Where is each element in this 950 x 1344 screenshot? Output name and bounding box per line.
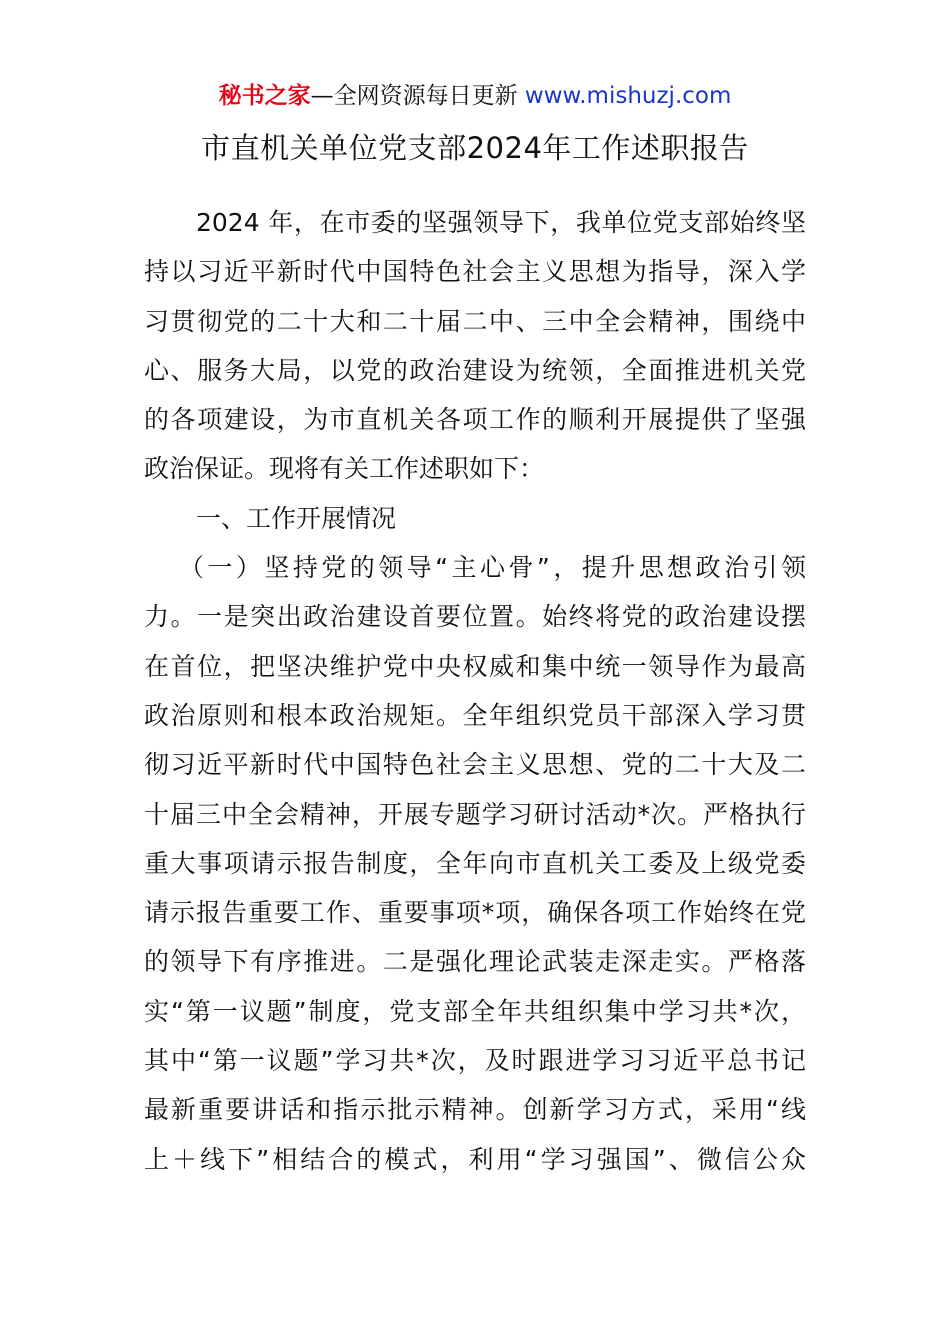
document-body <box>144 198 806 1184</box>
paragraph-line: 十届三中全会精神，开展专题学习研讨活动*次。严格执行 <box>144 799 806 829</box>
paragraph-line: 持以习近平新时代中国特色社会主义思想为指导，深入学 <box>144 257 806 287</box>
paragraph-line: 实“第一议题”制度，党支部全年共组织集中学习共*次， <box>144 996 806 1026</box>
paragraph-line: 其中“第一议题”学习共*次，及时跟进学习习近平总书记 <box>144 1046 806 1076</box>
paragraph-line: 上＋线下”相结合的模式，利用“学习强国”、微信公众 <box>144 1144 806 1174</box>
paragraph-line: 的各项建设，为市直机关各项工作的顺利开展提供了坚强 <box>144 405 806 435</box>
paragraph-line: （一）坚持党的领导“主心骨”，提升思想政治引领 <box>179 553 806 583</box>
paragraph-line: 最新重要讲话和指示批示精神。创新学习方式，采用“线 <box>144 1095 806 1125</box>
document-title: 市直机关单位党支部2024年工作述职报告 <box>201 131 749 165</box>
site-brand: 秘书之家 <box>218 83 311 109</box>
paragraph-line: 重大事项请示报告制度，全年向市直机关工委及上级党委 <box>144 848 806 878</box>
site-tagline: 全网资源每日更新 <box>333 83 518 109</box>
paragraph-line: 政治保证。现将有关工作述职如下： <box>144 454 545 484</box>
paragraph-line: 彻习近平新时代中国特色社会主义思想、党的二十大及二 <box>144 750 806 780</box>
paragraph-line: 的领导下有序推进。二是强化理论武装走深走实。严格落 <box>144 947 806 977</box>
section-heading: 一、工作开展情况 <box>196 503 397 533</box>
paragraph-line: 力。一是突出政治建设首要位置。始终将党的政治建设摆 <box>144 602 806 632</box>
paragraph-line: 政治原则和根本政治规矩。全年组织党员干部深入学习贯 <box>144 700 806 730</box>
paragraph-line: 在首位，把坚决维护党中央权威和集中统一领导作为最高 <box>144 651 806 681</box>
site-header <box>0 80 950 112</box>
site-url-link[interactable]: www.mishuzj.com <box>524 83 732 109</box>
paragraph-line: 2024 年，在市委的坚强领导下，我单位党支部始终坚 <box>196 208 806 237</box>
header-separator: — <box>310 83 334 109</box>
paragraph-line: 请示报告重要工作、重要事项*项，确保各项工作始终在党 <box>144 898 806 928</box>
paragraph-line: 心、服务大局，以党的政治建设为统领，全面推进机关党 <box>144 355 806 385</box>
paragraph-line: 习贯彻党的二十大和二十届二中、三中全会精神，围绕中 <box>144 306 806 336</box>
